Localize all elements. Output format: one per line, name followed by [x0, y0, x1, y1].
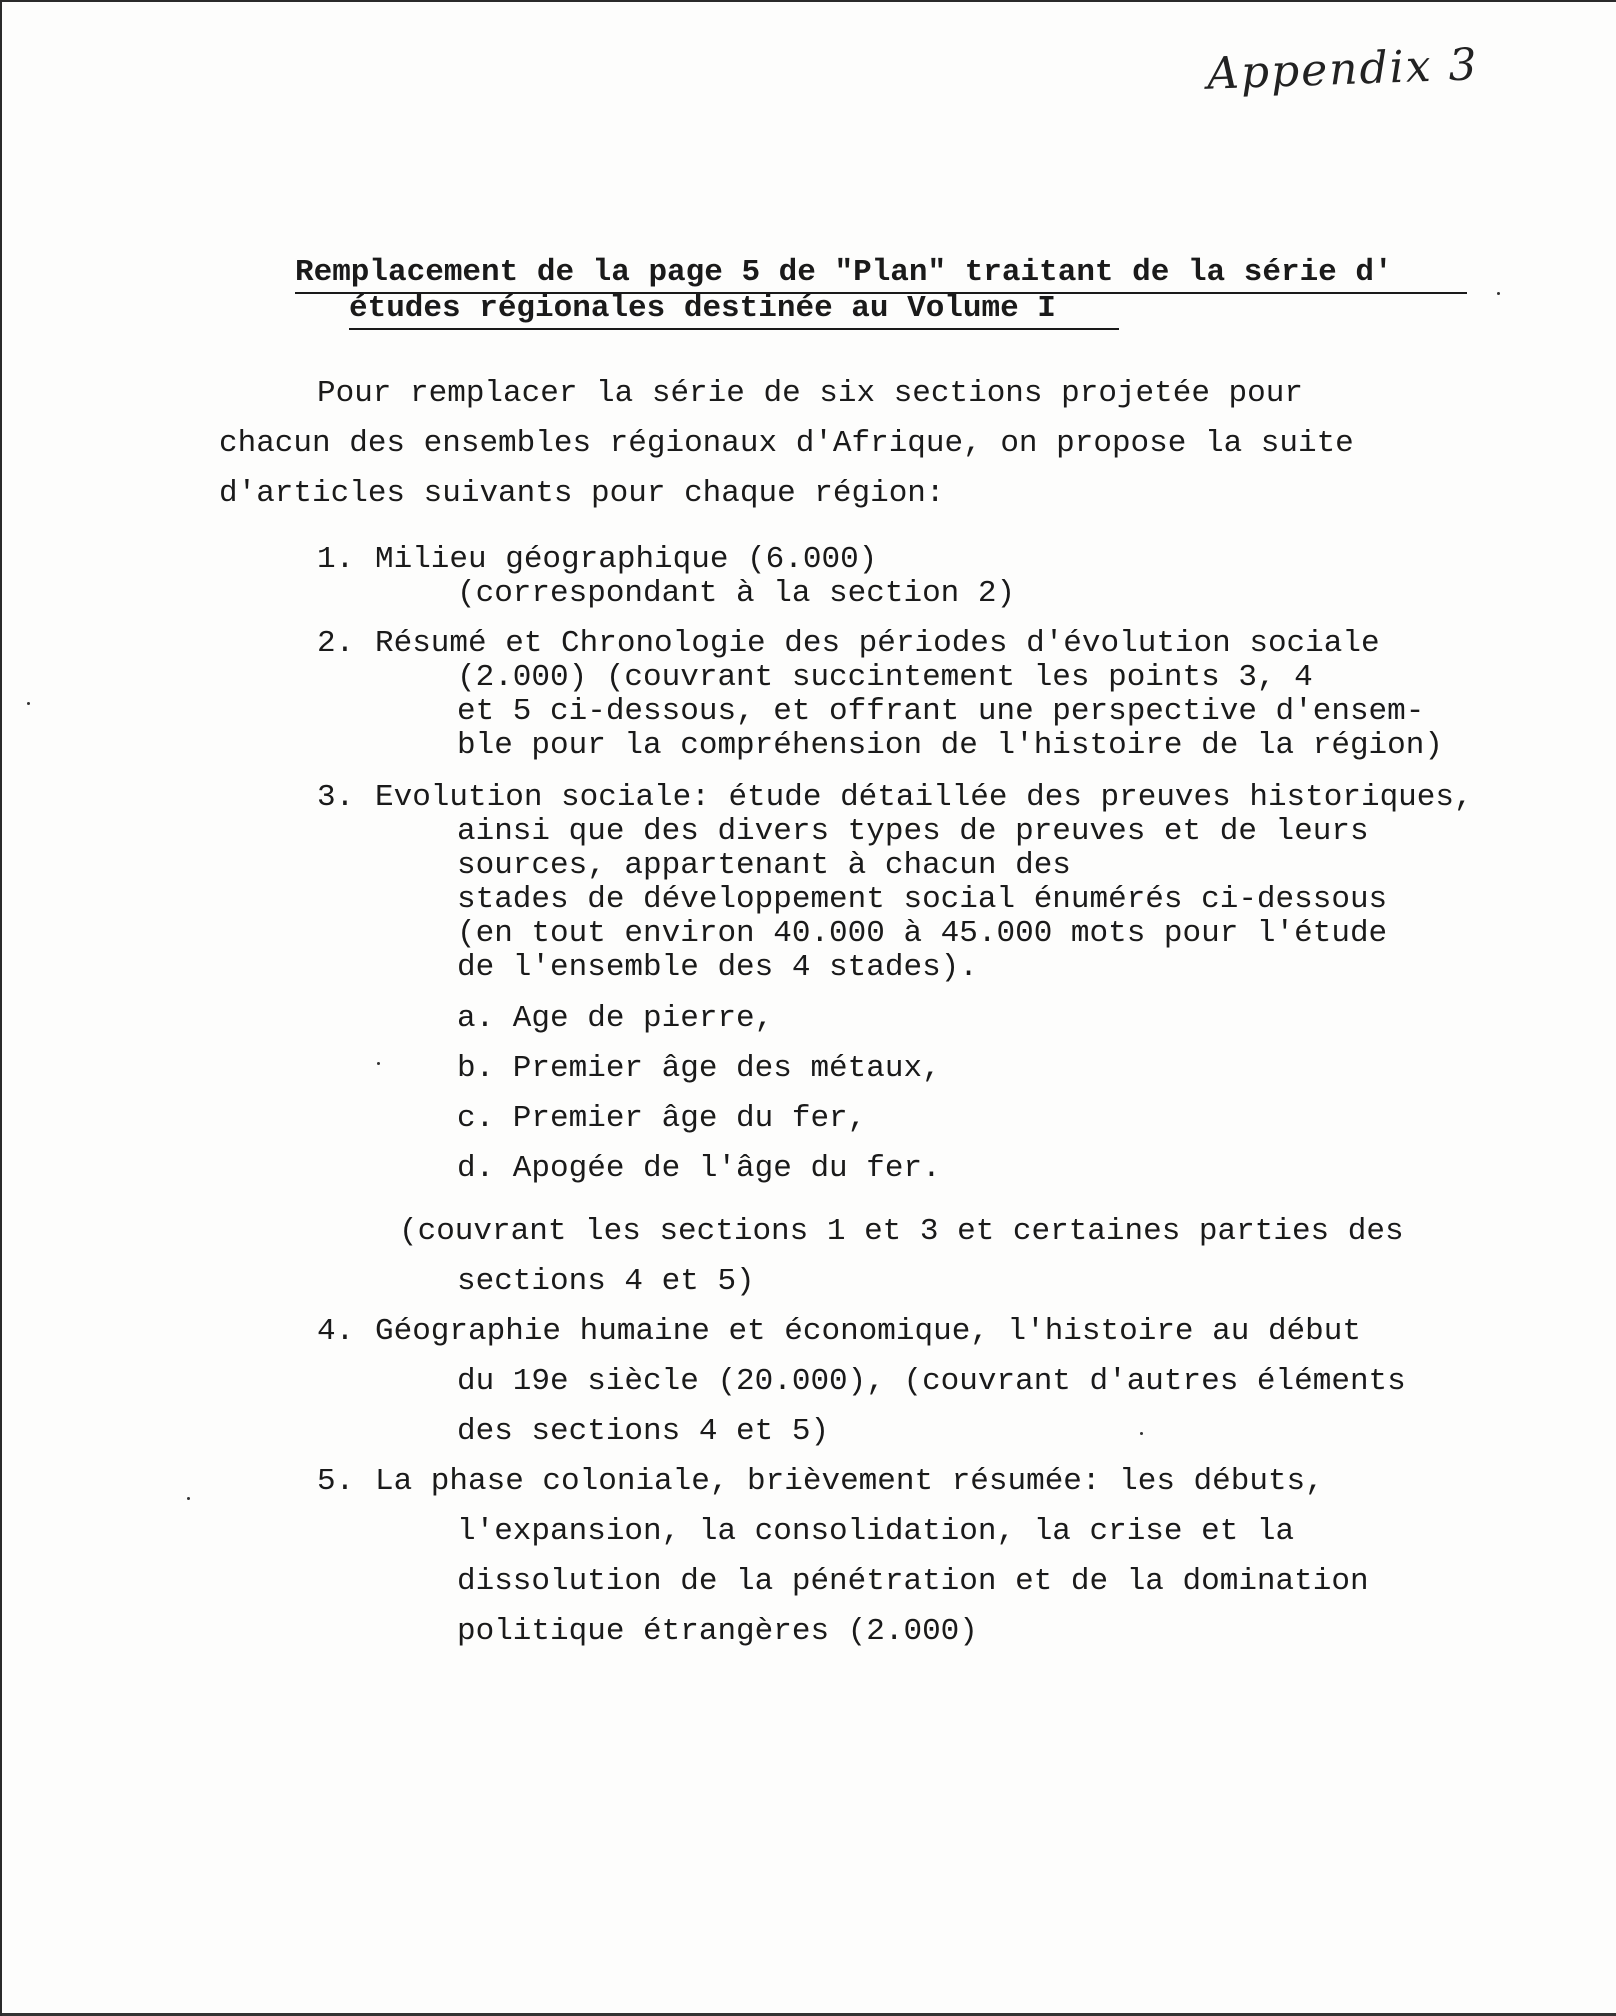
item-4-number: 4. — [317, 1314, 355, 1349]
item-3-subitem-d: d. Apogée de l'âge du fer. — [457, 1151, 941, 1186]
intro-line-1: Pour remplacer la série de six sections projetée pour — [317, 376, 1303, 411]
scan-speck — [1140, 1432, 1143, 1435]
item-4-line-2: du 19e siècle (20.000), (couvrant d'autres éléments — [457, 1364, 1406, 1399]
handwritten-appendix-note: Appendix 3 — [1206, 39, 1480, 100]
intro-line-2: chacun des ensembles régionaux d'Afrique, on propose la suite — [219, 426, 1354, 461]
item-3-note-line-2: sections 4 et 5) — [457, 1264, 755, 1299]
item-3-subitem-a: a. Age de pierre, — [457, 1001, 774, 1036]
item-2-line-1: Résumé et Chronologie des périodes d'évolution sociale — [375, 626, 1380, 661]
item-5-number: 5. — [317, 1464, 355, 1499]
item-5-line-4: politique étrangères (2.000) — [457, 1614, 978, 1649]
item-4-line-3: des sections 4 et 5) — [457, 1414, 830, 1449]
item-5-line-2: l'expansion, la consolidation, la crise et la — [457, 1514, 1295, 1549]
item-2-number: 2. — [317, 626, 355, 661]
scan-speck — [1497, 292, 1500, 295]
item-3-line-1: Evolution sociale: étude détaillée des preuves historiques, — [375, 780, 1473, 815]
item-2-line-3: et 5 ci-dessous, et offrant une perspective d'ensem- — [457, 694, 1425, 729]
item-4-line-1: Géographie humaine et économique, l'histoire au début — [375, 1314, 1361, 1349]
title-line-2: études régionales destinée au Volume I — [349, 291, 1056, 326]
item-3-line-3: sources, appartenant à chacun des — [457, 848, 1071, 883]
item-1-line-1: Milieu géographique (6.000) — [375, 542, 878, 577]
item-3-line-6: de l'ensemble des 4 stades). — [457, 950, 978, 985]
scan-speck — [187, 1497, 190, 1500]
item-5-line-1: La phase coloniale, brièvement résumée: les débuts, — [375, 1464, 1324, 1499]
item-1-line-2: (correspondant à la section 2) — [457, 576, 1016, 611]
item-2-line-2: (2.000) (couvrant succintement les points 3, 4 — [457, 660, 1313, 695]
title-line-1: Remplacement de la page 5 de "Plan" traitant de la série d' — [295, 255, 1393, 290]
item-3-subitem-c: c. Premier âge du fer, — [457, 1101, 867, 1136]
scan-speck — [377, 1062, 380, 1065]
item-1-number: 1. — [317, 542, 355, 577]
item-5-line-3: dissolution de la pénétration et de la domination — [457, 1564, 1369, 1599]
scan-speck — [27, 702, 30, 705]
item-3-number: 3. — [317, 780, 355, 815]
item-3-note-line-1: (couvrant les sections 1 et 3 et certaines parties des — [399, 1214, 1404, 1249]
item-2-line-4: ble pour la compréhension de l'histoire de la région) — [457, 728, 1443, 763]
title-underline-2 — [349, 328, 1119, 330]
item-3-line-2: ainsi que des divers types de preuves et de leurs — [457, 814, 1369, 849]
item-3-subitem-b: b. Premier âge des métaux, — [457, 1051, 941, 1086]
item-3-line-5: (en tout environ 40.000 à 45.000 mots pour l'étude — [457, 916, 1388, 951]
intro-line-3: d'articles suivants pour chaque région: — [219, 476, 945, 511]
item-3-line-4: stades de développement social énumérés ci-dessous — [457, 882, 1388, 917]
